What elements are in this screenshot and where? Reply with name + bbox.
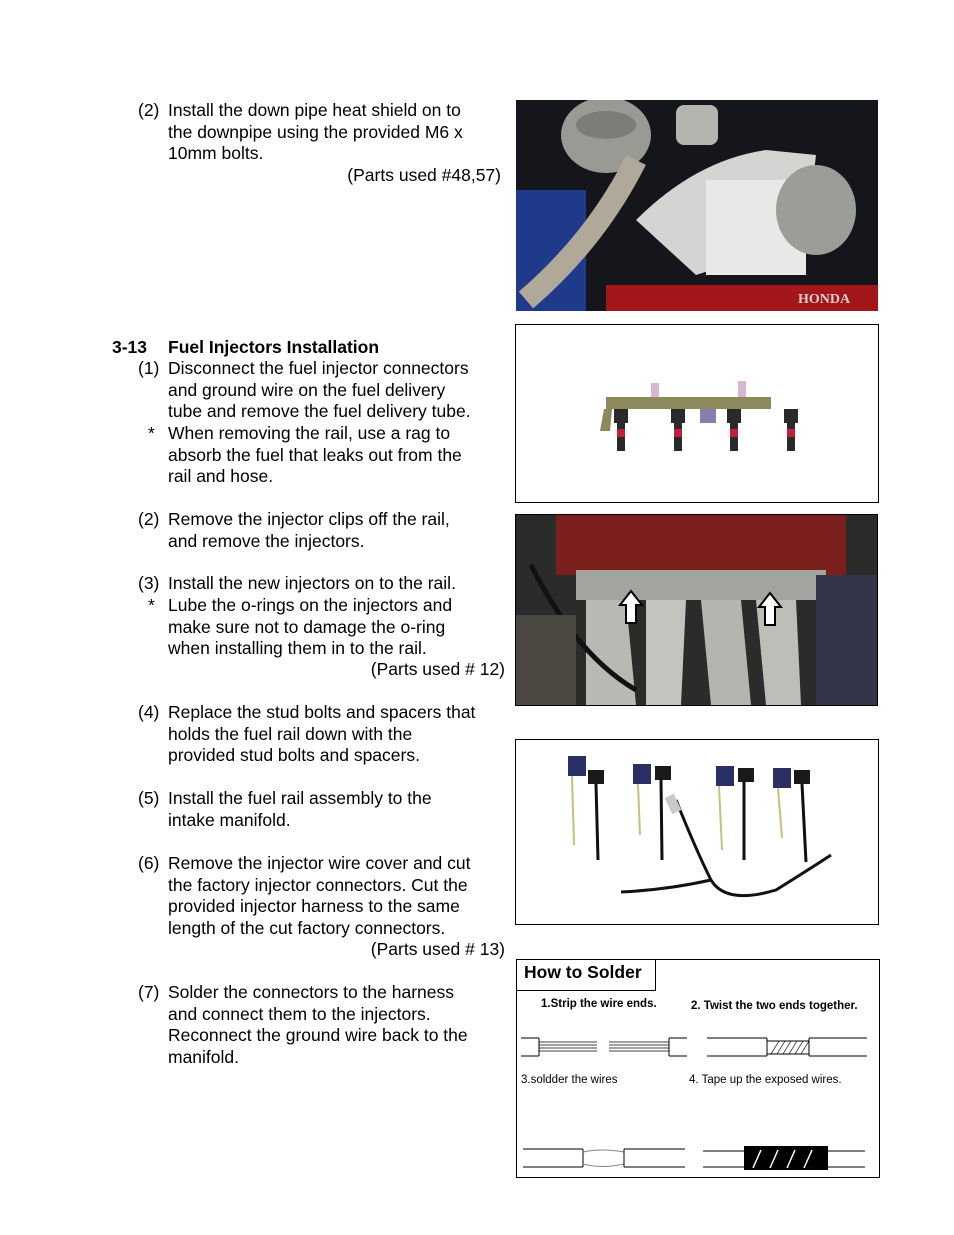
step-number: (2) (138, 509, 160, 529)
step-line: and connect them to the injectors. (168, 1003, 431, 1024)
note-marker: * (148, 423, 155, 443)
step-line: Remove the injector wire cover and cut (168, 853, 471, 873)
solder-illustrations (517, 960, 879, 1177)
note-marker: * (148, 595, 155, 615)
step-line: Disconnect the fuel injector connectors (168, 358, 469, 378)
step-line: Reconnect the ground wire back to the (168, 1025, 468, 1045)
fuel-rail-photo (515, 324, 879, 503)
step-line: length of the cut factory connectors. (168, 917, 446, 938)
step-line: rail and hose. (168, 466, 274, 486)
honda-engraving: HONDA (798, 292, 851, 307)
step-line: when installing them in to the rail. (168, 638, 427, 658)
step-line: 10mm bolts. (168, 143, 264, 163)
step-line: provided stud bolts and spacers. (168, 745, 420, 765)
step-number: (3) (138, 573, 160, 593)
step-line: Install the new injectors on to the rail. (168, 573, 456, 593)
injector-harness-photo (515, 739, 879, 925)
step-line: the factory injector connectors. Cut the (168, 874, 468, 895)
step-line: Replace the stud bolts and spacers that (168, 702, 476, 722)
step-line: tube and remove the fuel delivery tube. (168, 401, 471, 421)
step-line: holds the fuel rail down with the (168, 723, 413, 744)
section-number: 3-13 (112, 337, 148, 357)
step-line: and remove the injectors. (168, 530, 365, 551)
step-line: Solder the connectors to the harness (168, 982, 455, 1002)
step-line: intake manifold. (168, 809, 291, 830)
solder-step-1: 1.Strip the wire ends. (541, 998, 657, 1010)
step-line: and ground wire on the fuel delivery (168, 379, 446, 400)
parts-used: (Parts used # 12) (370, 659, 505, 679)
step-number: (5) (138, 788, 160, 808)
solder-step-3: 3.soldder the wires (521, 1074, 618, 1086)
step-number: (6) (138, 853, 160, 873)
step-number: (4) (138, 702, 160, 722)
how-to-solder-diagram (516, 959, 880, 1178)
solder-step-2: 2. Twist the two ends together. (691, 1000, 858, 1012)
intake-manifold-photo (515, 514, 878, 706)
step-line: absorb the fuel that leaks out from the (168, 444, 462, 465)
step-line: Install the down pipe heat shield on to (168, 100, 461, 120)
solder-step-4: 4. Tape up the exposed wires. (689, 1074, 842, 1086)
parts-used: (Parts used # 13) (370, 939, 505, 959)
step-line: manifold. (168, 1046, 240, 1067)
step-line: make sure not to damage the o-ring (168, 616, 446, 637)
solder-title: How to Solder (524, 962, 642, 982)
step-line: Install the fuel rail assembly to the (168, 788, 432, 808)
heat-shield-photo (516, 100, 878, 311)
step-line: the downpipe using the provided M6 x (168, 121, 463, 142)
step-line: Lube the o-rings on the injectors and (168, 595, 453, 615)
step-number: (2) (138, 100, 160, 120)
step-line: provided injector harness to the same (168, 896, 460, 916)
step-line: Remove the injector clips off the rail, (168, 509, 450, 529)
step-number: (1) (138, 358, 160, 378)
parts-used: (Parts used #48,57) (347, 165, 501, 185)
step-line: When removing the rail, use a rag to (168, 423, 451, 443)
step-number: (7) (138, 982, 160, 1002)
section-title: Fuel Injectors Installation (168, 337, 380, 357)
